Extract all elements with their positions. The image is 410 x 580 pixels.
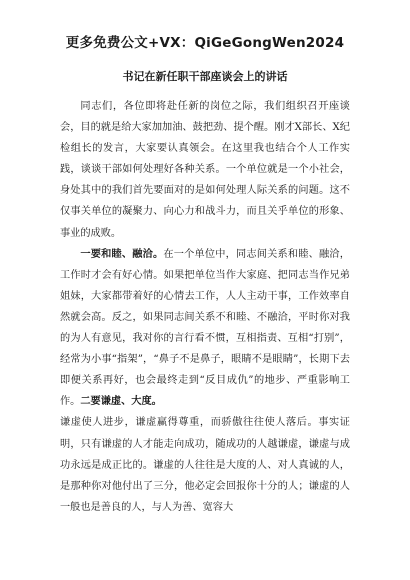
paragraph-harmony <box>60 244 350 413</box>
document-body <box>60 96 350 518</box>
paragraph-intro: 同志们，各位即将赴任新的岗位之际，我们组织召开座谈会，目的就是给大家加加油、鼓把劲、提个醒。刚才X部长、X纪检组长的发言，大家要认真领会。在这里我也结合个人工作实践，谈谈干部如何处理好各种关系。一个单位就是一个小社会，身处其中的我们首先要面对的是如何处理人际关系的问题。这不仅事关单位的凝聚力、向心力和战斗力，而且关乎单位的形象、事业的成败。 <box>60 101 350 239</box>
page-header-watermark: 更多免费公文+VX：QiGeGongWen2024 <box>65 35 345 51</box>
section-heading-harmony: 一要和睦、融洽。 <box>80 248 164 260</box>
paragraph-harmony-text: 在一个单位中，同志间关系和睦、融洽，工作时才会有好心情。如果把单位当作大家庭、把同志当作兄弟姐妹，大家都带着好的心情去工作，人人主动干事，工作效率自然就会高。反之，如果同志间关系不和睦、不融洽，平时你对我的为人有意见，我对你的言行看不惯，互相指责、互相“打别”，经常为小事“指架”，“鼻子不是鼻子，眼睛不是眼睛”，长期下去即便关系再好，也会最终走到“反目成仇”的地步、严重影响工作。 <box>60 248 350 408</box>
document-title: 书记在新任职干部座谈会上的讲话 <box>122 70 288 83</box>
section-heading-modesty: 二要谦虚、大度。 <box>80 396 162 408</box>
paragraph-modesty: 谦虚使人进步，谦虚赢得尊重，而骄傲往往使人落后。事实证明，只有谦虚的人才能走向成功，随成功的人越谦虚，谦虚与成功永远是成正比的。谦虚的人往往是大度的人、对人真诚的人，是那种你对他付出了三分，他必定会回报你十分的人；谦虚的人一般也是善良的人，与人为善、宽容大 <box>60 417 350 513</box>
